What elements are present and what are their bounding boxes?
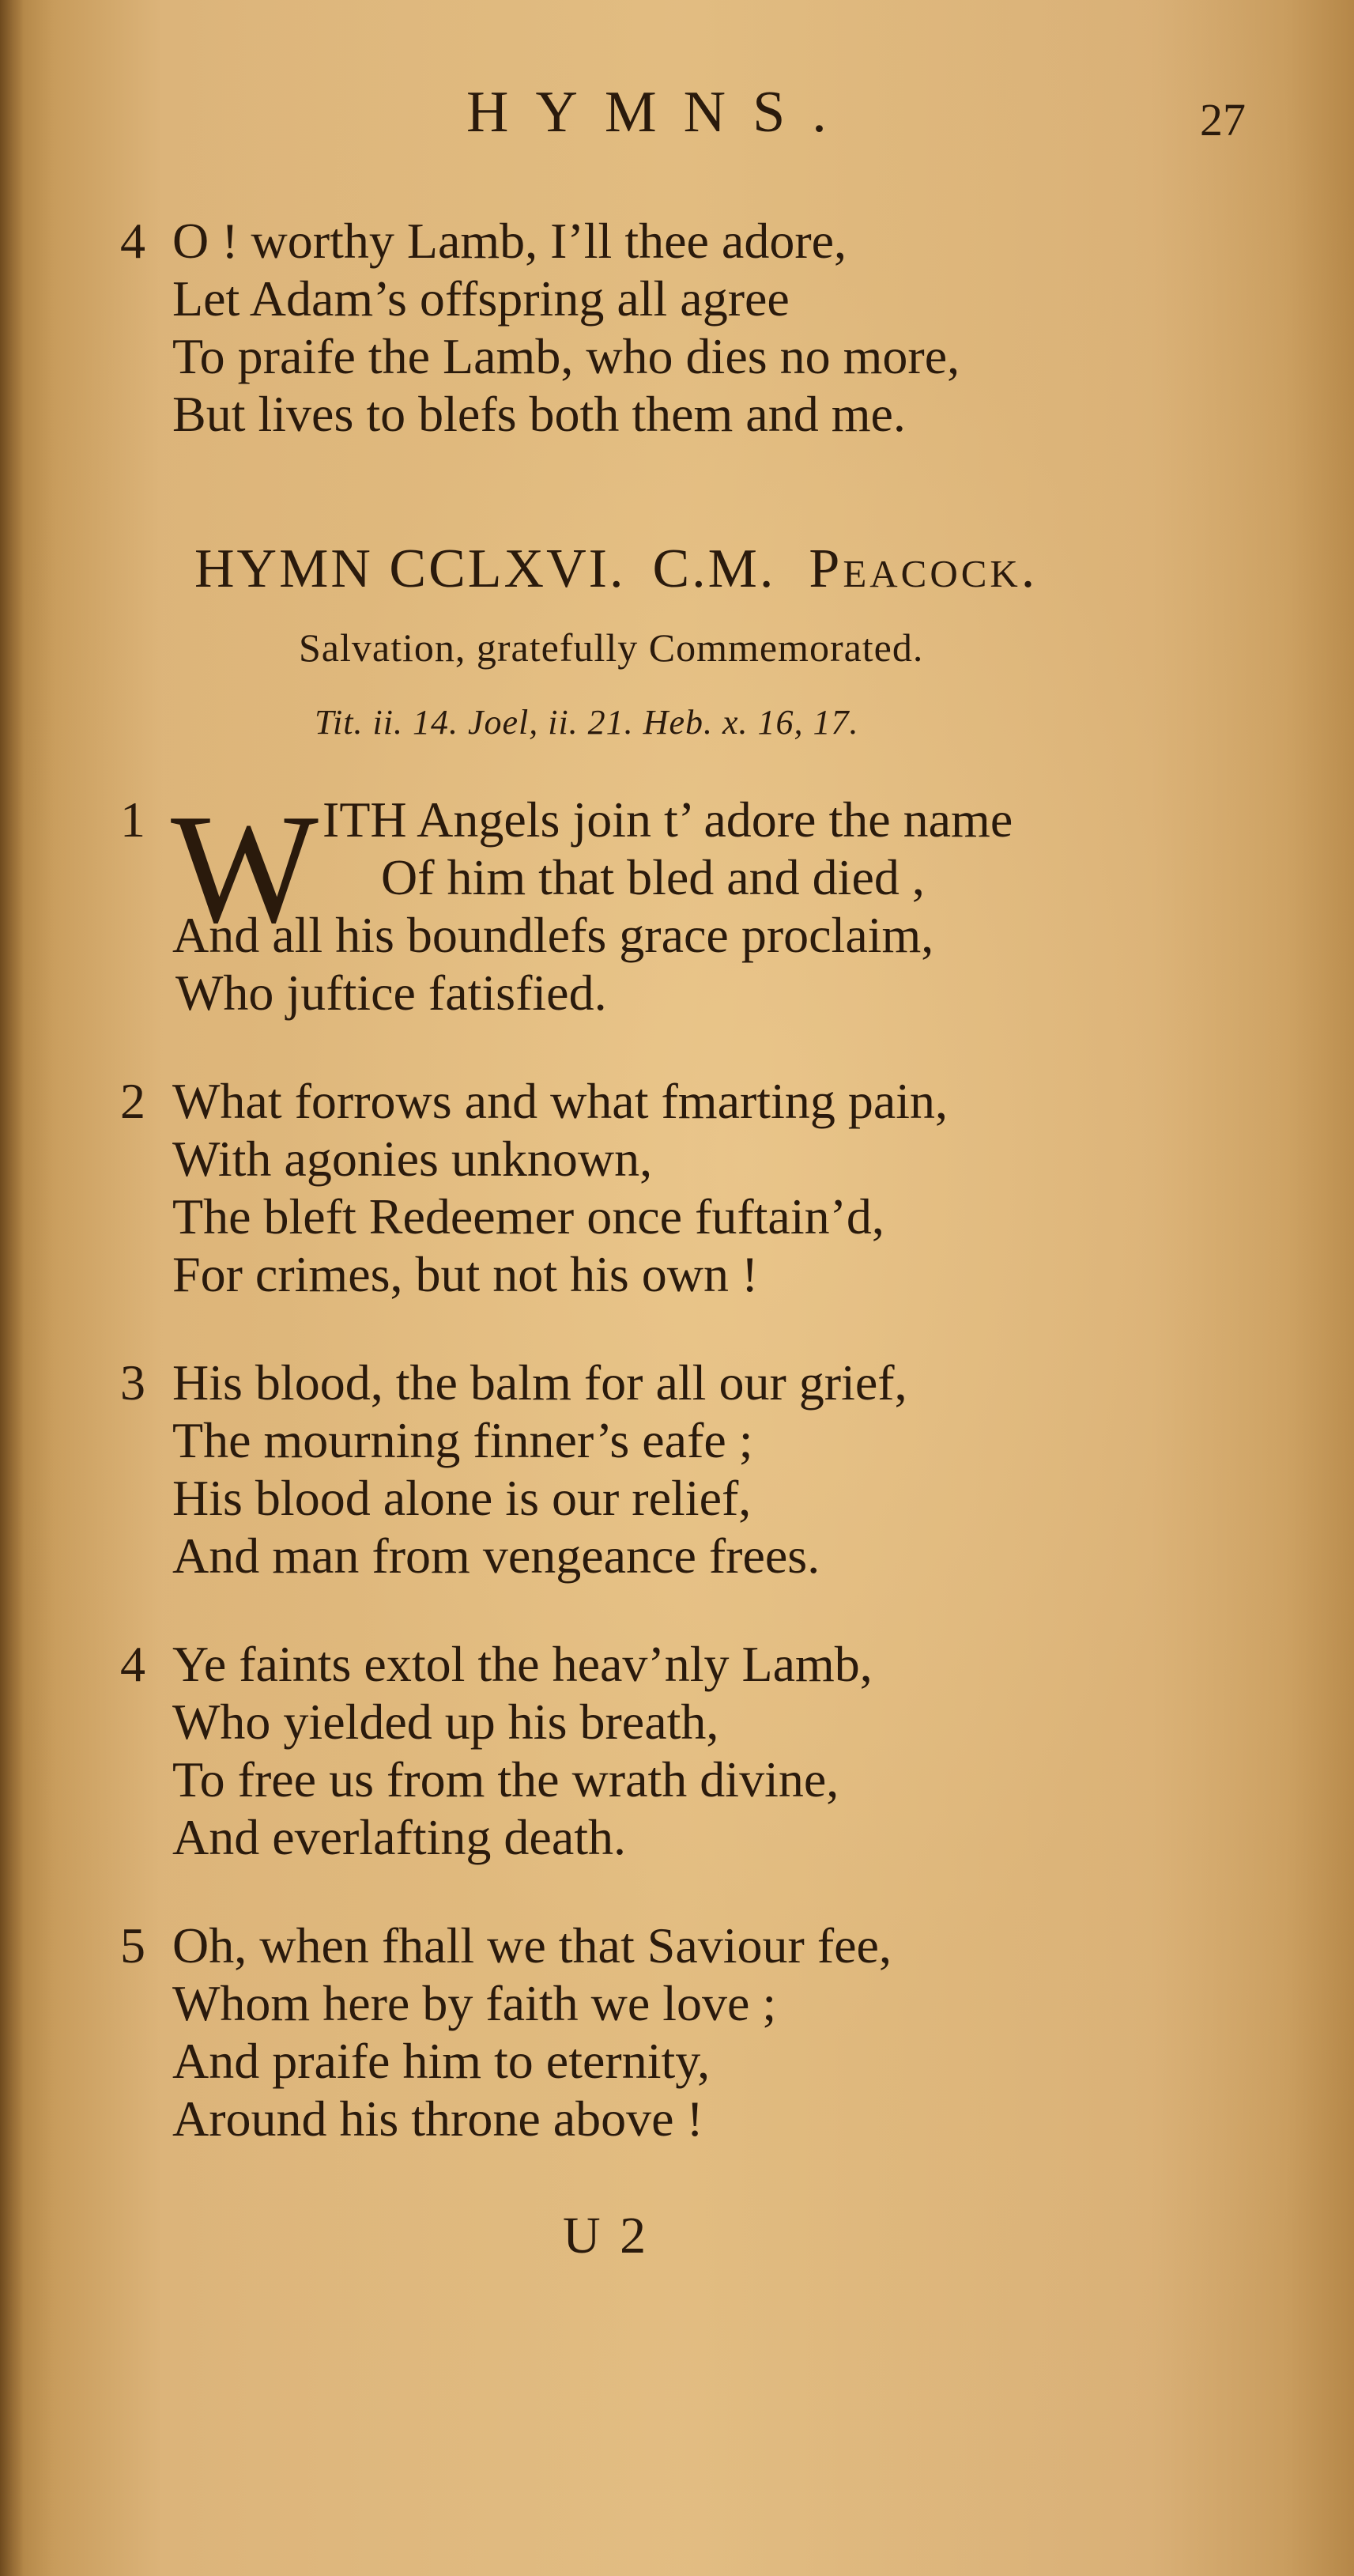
verse-number: 5 — [120, 1917, 145, 1974]
verse-line: Oh, when fhall we that Saviour fee, — [172, 1917, 892, 1974]
verse-line: To free us from the wrath divine, — [172, 1751, 839, 1807]
verse-number: 1 — [120, 791, 145, 848]
hymn-title: HYMN CCLXVI. — [194, 538, 626, 599]
verse-line: The bleft Redeemer once fuftain’d, — [172, 1188, 884, 1245]
verse-1 — [171, 782, 1013, 1022]
verse-number: 3 — [120, 1354, 145, 1411]
verse-line: Who juftice fatisfied. — [175, 965, 607, 1021]
verse-line: Ye faints extol the heav’nly Lamb, — [172, 1636, 873, 1692]
page-spine-shadow — [0, 0, 24, 2576]
verse-line: Who yielded up his breath, — [172, 1694, 719, 1750]
verse-line: His blood, the balm for all our grief, — [172, 1354, 907, 1411]
page-number: 27 — [1200, 94, 1246, 145]
verse-3 — [172, 1354, 907, 1585]
verse-line: Of him that bled and died , — [381, 849, 925, 905]
verse-line: And everlafting death. — [172, 1809, 626, 1865]
verse-line: Let Adam’s offspring all agree — [172, 270, 790, 327]
running-header: HYMNS. — [466, 80, 854, 145]
verse-line: But lives to blefs both them and me. — [172, 386, 906, 442]
verse-line: The mourning finner’s eafe ; — [172, 1412, 753, 1468]
drop-cap: W — [171, 782, 319, 955]
verse-number: 4 — [120, 213, 145, 269]
verse-4 — [172, 1635, 873, 1866]
hymn-author: Peacock. — [809, 538, 1039, 599]
verse-line: With agonies unknown, — [172, 1131, 653, 1187]
verse-line: And man from vengeance frees. — [172, 1528, 820, 1584]
verse-line: Around his throne above ! — [172, 2091, 703, 2147]
continued-verse — [172, 212, 960, 443]
hymn-subject: Salvation, gratefully Commemorated. — [299, 625, 924, 670]
hymn-heading — [194, 538, 1038, 601]
verse-line: For crimes, but not his own ! — [172, 1246, 759, 1302]
verse-number: 2 — [120, 1073, 145, 1129]
verse-line: ITH Angels join t’ adore the name — [322, 791, 1013, 848]
hymn-meter: C.M. — [652, 538, 776, 599]
verse-line: O ! worthy Lamb, I’ll thee adore, — [172, 213, 847, 269]
verse-line: And praife him to eternity, — [172, 2033, 711, 2089]
verse-line: Whom here by faith we love ; — [172, 1975, 777, 2031]
verse-line: To praife the Lamb, who dies no more, — [172, 328, 960, 384]
verse-line: His blood alone is our relief, — [172, 1470, 752, 1526]
verse-line: And all his boundlefs grace proclaim, — [172, 907, 934, 963]
scripture-references: Tit. ii. 14. Joel, ii. 21. Heb. x. 16, 17. — [315, 703, 859, 742]
signature-mark: U 2 — [563, 2207, 650, 2264]
verse-5 — [172, 1917, 892, 2147]
verse-2 — [172, 1072, 948, 1303]
verse-number: 4 — [120, 1636, 145, 1692]
verse-line: What forrows and what fmarting pain, — [172, 1073, 949, 1129]
